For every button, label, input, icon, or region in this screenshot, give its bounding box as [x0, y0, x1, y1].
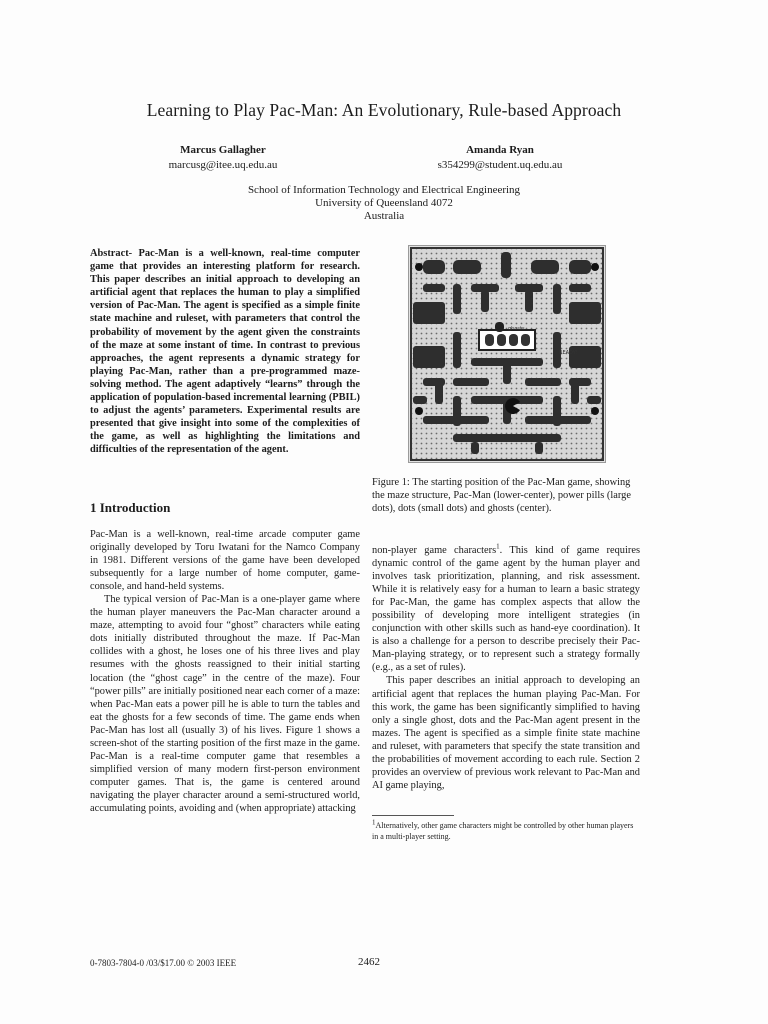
author-1-name: Marcus Gallagher — [180, 144, 266, 156]
intro-paragraph-1: Pac-Man is a well-known, real-time arcade computer game originally developed by Toru Iwatani for the Namco Company in 1981. Different versions of the game have been developed subsequently for a large number of home computer, game-console, and hand-held systems. — [90, 529, 360, 593]
intro-paragraph-4: This paper describes an initial approach to developing an artificial agent that replaces the human playing Pac-Man. For this work, the game has been significantly simplified to having only a single ghost, dots and the Pac-Man agent present in the mazes. The agent is specified as a simple finite state machine and ruleset, with parameters that specify the state transition and the probabilities of movement according to each rule. Section 2 provides an overview of previous work relevant to Pac-Man and AI game playing, — [372, 675, 640, 791]
pacman-maze-figure — [408, 245, 606, 463]
paper-title: Learning to Play Pac-Man: An Evolutionary, Rule-based Approach — [146, 100, 622, 120]
maze-illustration — [409, 246, 605, 462]
author-1-email: marcusg@itee.uq.edu.au — [168, 159, 278, 171]
ghost-icon — [495, 322, 504, 332]
affiliation-line-3: Australia — [363, 210, 405, 222]
section-heading-introduction: 1 Introduction — [90, 500, 171, 515]
copyright-code: 0-7803-7804-0 /03/$17.00 © 2003 IEEE — [90, 958, 237, 968]
affiliation-line-1: School of Information Technology and Electrical Engineering — [247, 184, 521, 196]
abstract: Abstract- Pac-Man is a well-known, real-time computer game that provides an interesting platform for research. This paper describes an initial approach to developing an artificial agent that replaces the human to play a simplified version of Pac-Man. The agent is specified as a simple finite state machine and ruleset, with parameters that control the probability of movement by the agent given the constraints of the maze at some instant of time. In contrast to previous approaches, the agent represents a dynamic strategy for playing Pac-Man, rather than a pre-programmed maze-solving method. The agent adaptively “learns” through the application of population-based incremental learning (PBIL) to adjust the agents’ parameters. Experimental results are presented that give insight into some of the complexities of the game, as well as highlighting the limitations and difficulties of the representation of the agent. — [90, 248, 360, 456]
author-2 — [425, 143, 575, 173]
author-1 — [148, 143, 298, 173]
footnote-divider — [372, 815, 454, 816]
affiliation — [0, 184, 768, 223]
intro-paragraph-2: The typical version of Pac-Man is a one-player game where the human player maneuvers the Pac-Man character around a maze, attempting to avoid four “ghost” characters while eating dots initially distributed throughout the maze. If Pac-Man collides with a ghost, he loses one of his three lives and play resumes with the ghosts reassigned to their initial starting location (the “ghost cage” in the centre of the maze). Four “power pills” are initially positioned near each corner of a maze: when Pac-Man eats a power pill he is able to turn the tables and eat the ghosts for a few seconds of time. The game ends when Pac-Man has lost all (usually 3) of his lives. Figure 1 shows a screen-shot of the starting position of the first maze in the game. Pac-Man is a real-time computer game that resembles a simplified version of many modern first-person environment computer games. That is, the game is centered around navigating the player character around a semi-structured world, accumulating points, avoiding and (when appropriate) attacking — [90, 594, 360, 814]
author-2-name: Amanda Ryan — [466, 144, 534, 156]
footnote-marker: 1 — [496, 542, 500, 551]
author-2-email: s354299@student.uq.edu.au — [437, 159, 563, 171]
ghost-label: ghosts — [508, 326, 525, 332]
footnote-number: 1 — [372, 818, 376, 827]
introduction-left-column — [90, 528, 360, 815]
introduction-right-column — [372, 544, 640, 792]
intro-paragraph-3 — [372, 544, 640, 674]
figure-caption: Figure 1: The starting position of the Pac-Man game, showing the maze structure, Pac-Man (lower-center), power pills (large dots), dots (small dots) and ghosts (center). — [372, 477, 631, 514]
footnote — [372, 820, 640, 842]
footnote-text: Alternatively, other game characters might be controlled by other human players in a multi-player setting. — [372, 821, 634, 841]
page-number: 2462 — [358, 956, 380, 968]
intro-p3-rest: . This kind of game requires dynamic control of the game agent by the human player and involves task prioritization, planning, and risk assessment. While it is relatively easy for a human to learn a basic strategy for Pac-Man, the game has complex aspects that allow the possibility of developing more intelligent strategies (in conjunction with other skills such as hand-eye coordination). It is also a challenge for a person to describe precisely their Pac-Man-playing strategy, or to represent such a strategy formally (e.g., as a set of rules). — [372, 545, 641, 674]
ready-label: READY! — [559, 350, 578, 356]
affiliation-line-2: University of Queensland 4072 — [315, 197, 453, 209]
intro-p3-start: non-player game characters — [372, 545, 497, 556]
